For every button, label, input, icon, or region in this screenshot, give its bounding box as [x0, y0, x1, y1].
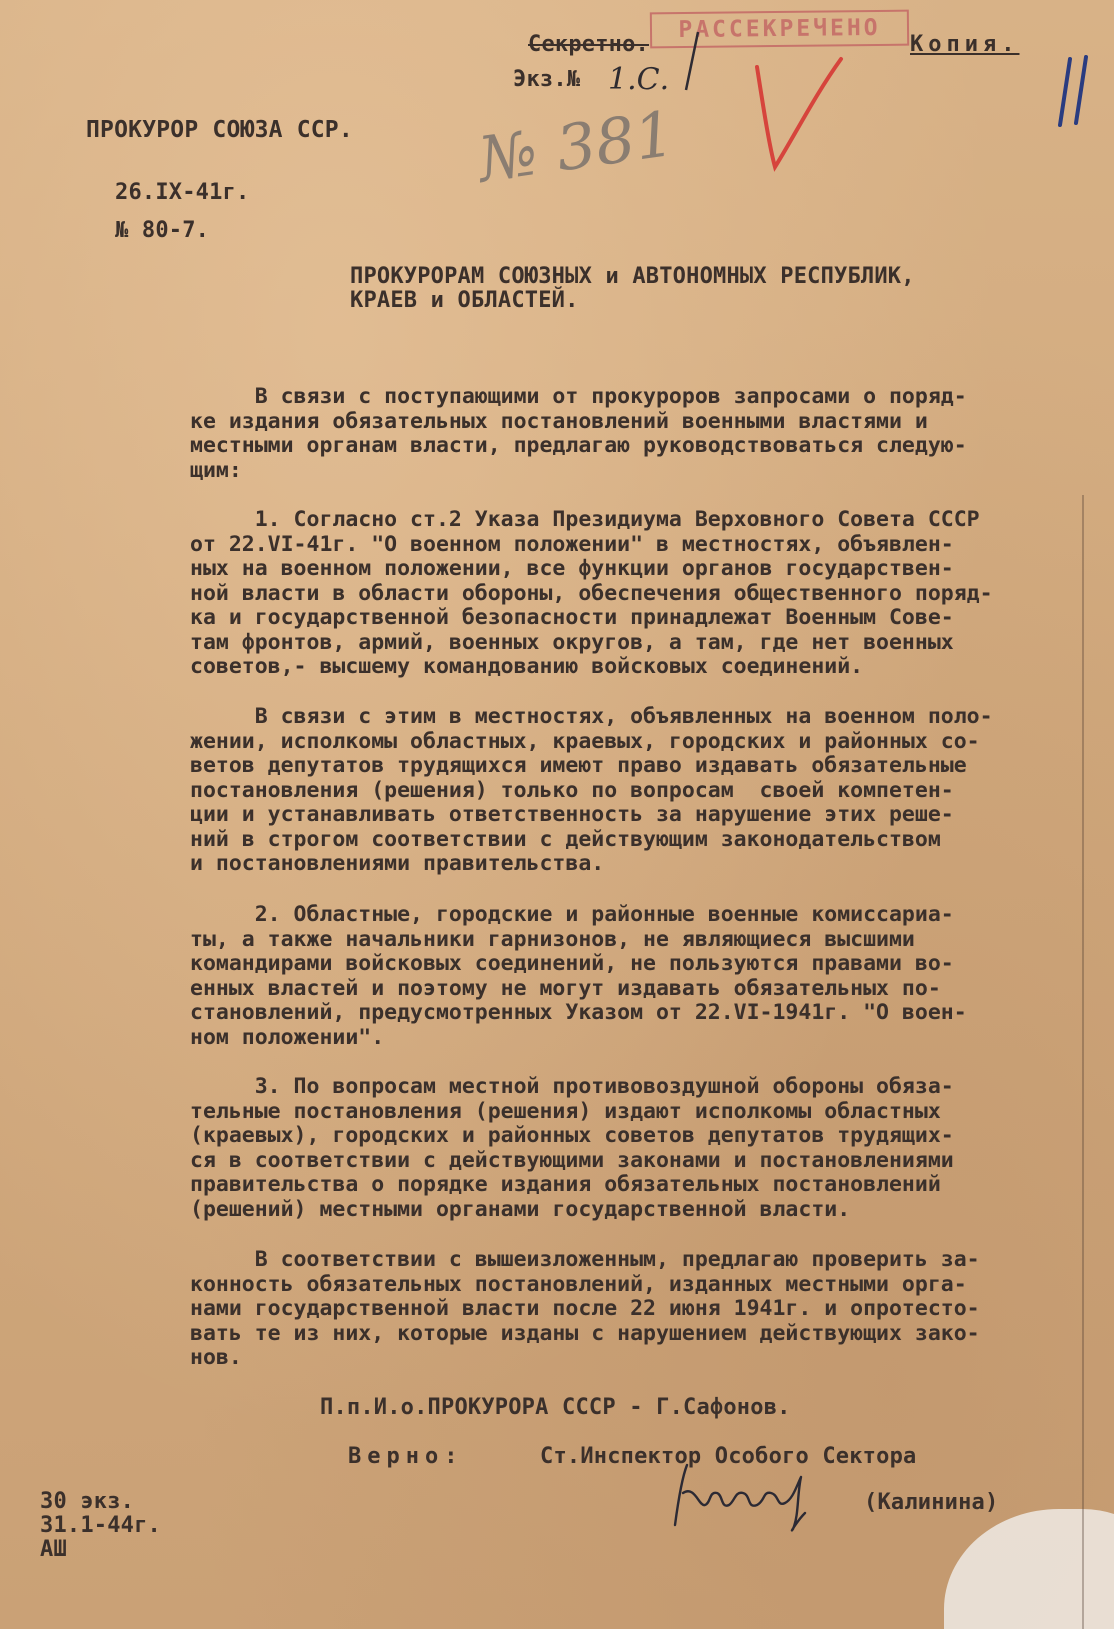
pen-slash-mark	[678, 30, 706, 92]
issuer: ПРОКУРОР СОЮЗА ССР.	[86, 117, 353, 143]
pencil-note: № 381	[473, 96, 679, 197]
handwritten-signature	[665, 1455, 855, 1535]
copy-number-label: Экз.№	[513, 67, 581, 92]
body-paragraph-3: В связи с этим в местностях, объявленных на военном поло- жении, исполкомы областных, краевых, городских и районных со- ветов депутатов трудящихся имеют право издавать обязательные постановления (решения) только по вопросам своей компетен- ции и устанавливать ответственность за нарушение этих реше- ний в строгом соответствии с действующим законодательством и постановлениями правительства.	[190, 704, 993, 876]
red-check-icon	[755, 55, 845, 175]
document-number: № 80-7.	[115, 218, 210, 243]
copy-number-value: 1.С.	[608, 62, 670, 97]
blue-pencil-marks-icon	[1052, 55, 1092, 130]
body-paragraph-5: 3. По вопросам местной противовоздушной обороны обяза- тельные постановления (решения) издают исполкомы областных (краевых), городских и районных советов депутатов трудящих- ся в соответствии с действующими законами и постановлениями правительства о порядке издания обязательных постановлений (решений) местными органами государственной власти.	[190, 1074, 954, 1222]
paper-wear	[944, 1509, 1114, 1629]
secret-label: Секретно.	[528, 32, 650, 57]
declassified-stamp: РАССЕКРЕЧЕНО	[650, 10, 909, 49]
body-paragraph-1: В связи с поступающими от прокуроров запросами о поряд- ке издания обязательных постановлений военными властями и местными органам власти, предлагаю руководствоваться следую- щим:	[190, 384, 967, 483]
body-paragraph-6: В соответствии с вышеизложенным, предлагаю проверить за- конность обязательных постановлений, изданных местными орга- нами государственной власти после 22 июня 1941г. и опротесто- вать те из них, которые изданы с нарушением действующих зако- нов.	[190, 1247, 980, 1370]
body-paragraph-2: 1. Согласно ст.2 Указа Президиума Верховного Совета СССР от 22.VI-41г. "О военном положении" в местностях, объявлен- ных на военном положении, все функции органов государствен- ной власти в области обороны, обеспечения общественного поряд- ка и государственной безопасности принадлежат Военным Сове- там фронтов, армий, военных округов, а там, где нет военных советов,- высшему командованию войсковых соединений.	[190, 507, 993, 679]
body-paragraph-4: 2. Областные, городские и районные военные комиссариа- ты, а также начальники гарнизонов, не являющиеся высшими командирами войсковых соединений, не пользуются правами во- енных властей и поэтому не могут издавать обязательных по- становлений, предусмотренных Указом от 22.VI-1941г. "О воен- ном положении".	[190, 902, 967, 1050]
margin-pencil-line	[1082, 495, 1084, 1629]
inspector-name: (Калинина)	[864, 1490, 999, 1515]
addressee-line-1: ПРОКУРОРАМ СОЮЗНЫХ и АВТОНОМНЫХ РЕСПУБЛИК,	[350, 264, 915, 289]
document-date: 26.IX-41г.	[115, 180, 250, 205]
distribution-note: 30 экз. 31.1-44г. АШ	[40, 1489, 162, 1562]
copy-label: Копия.	[910, 32, 1020, 57]
signed-by: П.п.И.о.ПРОКУРОРА СССР - Г.Сафонов.	[320, 1395, 791, 1420]
verified-label: Верно:	[348, 1444, 464, 1469]
inspector-title: Ст.Инспектор Особого Сектора	[540, 1444, 917, 1469]
addressee-line-2: КРАЕВ и ОБЛАСТЕЙ.	[350, 288, 579, 313]
